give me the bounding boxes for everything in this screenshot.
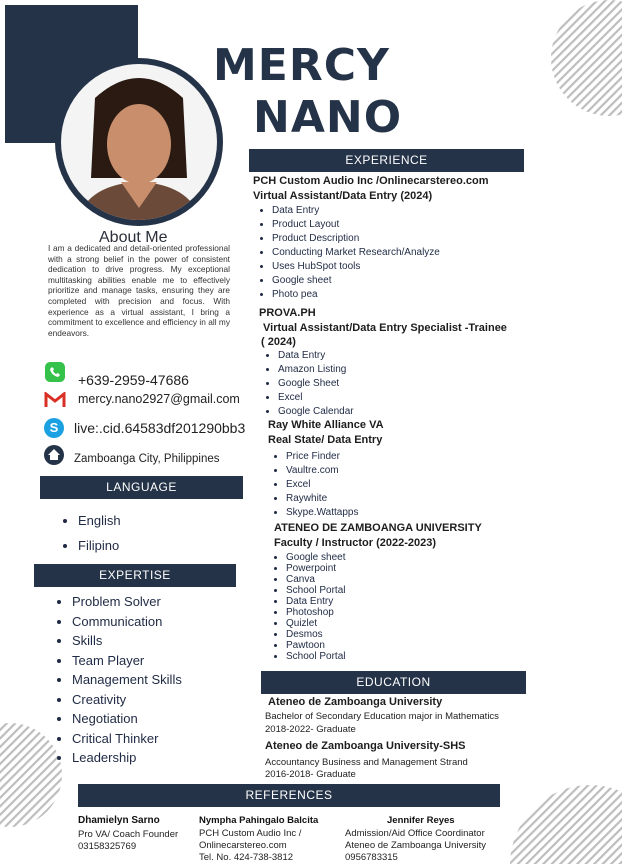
list-item: • Management Skills (72, 670, 182, 690)
list-item: • Product Description (272, 232, 440, 246)
skype-icon: S (44, 418, 64, 438)
list-item: • Creativity (72, 690, 182, 710)
school-degree: Accountancy Business and Management Strand (265, 757, 468, 768)
job-role: Virtual Assistant/Data Entry (2024) (253, 190, 433, 202)
reference-name: Nympha Pahingalo Balcita (199, 815, 319, 826)
list-item: • Data Entry (278, 349, 354, 363)
list-item: • School Portal (286, 651, 346, 662)
reference-detail: Onlinecarstereo.com (199, 840, 287, 851)
list-item: • Product Layout (272, 218, 440, 232)
list-item: • English (78, 508, 121, 533)
list-item: • Uses HubSpot tools (272, 260, 440, 274)
job-role: Faculty / Instructor (2022-2023) (274, 537, 437, 549)
list-item: • Team Player (72, 651, 182, 671)
list-item: • Google sheet (272, 274, 440, 288)
list-item: • Excel (278, 391, 354, 405)
language-list (62, 508, 121, 558)
job-tasks (262, 349, 354, 419)
list-item: • Powerpoint (286, 563, 346, 574)
list-item: • Pawtoon (286, 640, 346, 651)
education-header: EDUCATION (261, 671, 526, 694)
reference-detail: 0956783315 (345, 852, 398, 863)
reference-name: Jennifer Reyes (387, 815, 455, 826)
list-item: • Google Calendar (278, 405, 354, 419)
job-company: Ray White Alliance VA (268, 419, 384, 431)
reference-detail: Pro VA/ Coach Founder (78, 829, 179, 840)
email-icon (44, 392, 66, 408)
list-item: • Quizlet (286, 618, 346, 629)
about-text: I am a dedicated and detail-oriented professional with a strong belief in the power of consistent dedication to drive progress. My exceptional multitasking abilities enable me to effectively prioritize and manage tasks, ensuring they are completed with precision and focus. With experience as a virtual assistant, I bring a commitment to excellence and efficiency in all my endeavors. (48, 243, 230, 338)
phone-number: +639-2959-47686 (78, 372, 189, 388)
reference-detail: Ateneo de Zamboanga University (345, 840, 486, 851)
list-item: • Data Entry (272, 204, 440, 218)
school-name: Ateneo de Zamboanga University-SHS (265, 740, 466, 752)
list-item: • Leadership (72, 748, 182, 768)
reference-card (78, 815, 188, 853)
list-item: • Desmos (286, 629, 346, 640)
list-item: • Raywhite (286, 492, 358, 506)
reference-name: Dhamielyn Sarno (78, 815, 160, 826)
list-item: • Amazon Listing (278, 363, 354, 377)
profile-photo (55, 58, 223, 226)
list-item: • Google Sheet (278, 377, 354, 391)
list-item: • Problem Solver (72, 592, 182, 612)
reference-detail: 03158325769 (78, 841, 137, 852)
list-item: • Excel (286, 478, 358, 492)
list-item: • Filipino (78, 533, 121, 558)
list-item: • School Portal (286, 585, 346, 596)
reference-detail: Admission/Aid Office Coordinator (345, 828, 485, 839)
expertise-header: EXPERTISE (34, 564, 236, 587)
home-icon (44, 445, 64, 465)
reference-detail: Tel. No. 424-738-3812 (199, 852, 294, 863)
expertise-list (56, 592, 182, 768)
reference-card (345, 815, 505, 864)
school-years: 2016-2018- Graduate (265, 769, 356, 780)
email-address: mercy.nano2927@gmail.com (78, 392, 240, 406)
phone-icon (45, 362, 65, 382)
list-item: • Google sheet (286, 552, 346, 563)
job-company: PROVA.PH (259, 307, 316, 319)
reference-detail: PCH Custom Audio Inc / (199, 828, 302, 839)
list-item: • Data Entry (286, 596, 346, 607)
job-tasks (270, 450, 358, 520)
job-company: ATENEO DE ZAMBOANGA UNIVERSITY (274, 522, 482, 534)
language-header: LANGUAGE (40, 476, 243, 499)
job-tasks (256, 204, 440, 302)
list-item: • Vaultre.com (286, 464, 358, 478)
experience-header: EXPERIENCE (249, 149, 524, 172)
references-header: REFERENCES (78, 784, 500, 807)
decorative-stripe-circle-top-right (545, 0, 622, 120)
list-item: • Negotiation (72, 709, 182, 729)
list-item: • Photo pea (272, 288, 440, 302)
school-years: 2018-2022- Graduate (265, 724, 356, 735)
school-name: Ateneo de Zamboanga University (268, 696, 443, 708)
job-role-year: ( 2024) (261, 336, 296, 348)
reference-card (199, 815, 339, 864)
school-degree: Bachelor of Secondary Education major in Mathematics (265, 711, 499, 722)
job-role: Virtual Assistant/Data Entry Specialist -Trainee (263, 322, 507, 334)
list-item: • Skype.Wattapps (286, 506, 358, 520)
list-item: • Critical Thinker (72, 729, 182, 749)
decorative-stripe-circle-bottom-right (500, 770, 622, 864)
job-role: Real State/ Data Entry (268, 434, 383, 446)
job-tasks (270, 552, 346, 662)
about-title: About Me (99, 229, 168, 246)
list-item: • Price Finder (286, 450, 358, 464)
first-name: MERCY (213, 40, 390, 91)
list-item: • Conducting Market Research/Analyze (272, 246, 440, 260)
list-item: • Communication (72, 612, 182, 632)
list-item: • Canva (286, 574, 346, 585)
list-item: • Photoshop (286, 607, 346, 618)
job-company: PCH Custom Audio Inc /Onlinecarstereo.com (253, 175, 489, 187)
last-name: NANO (253, 92, 403, 143)
location: Zamboanga City, Philippines (74, 453, 220, 465)
skype-id: live:.cid.64583df201290bb3 (74, 420, 246, 436)
list-item: • Skills (72, 631, 182, 651)
